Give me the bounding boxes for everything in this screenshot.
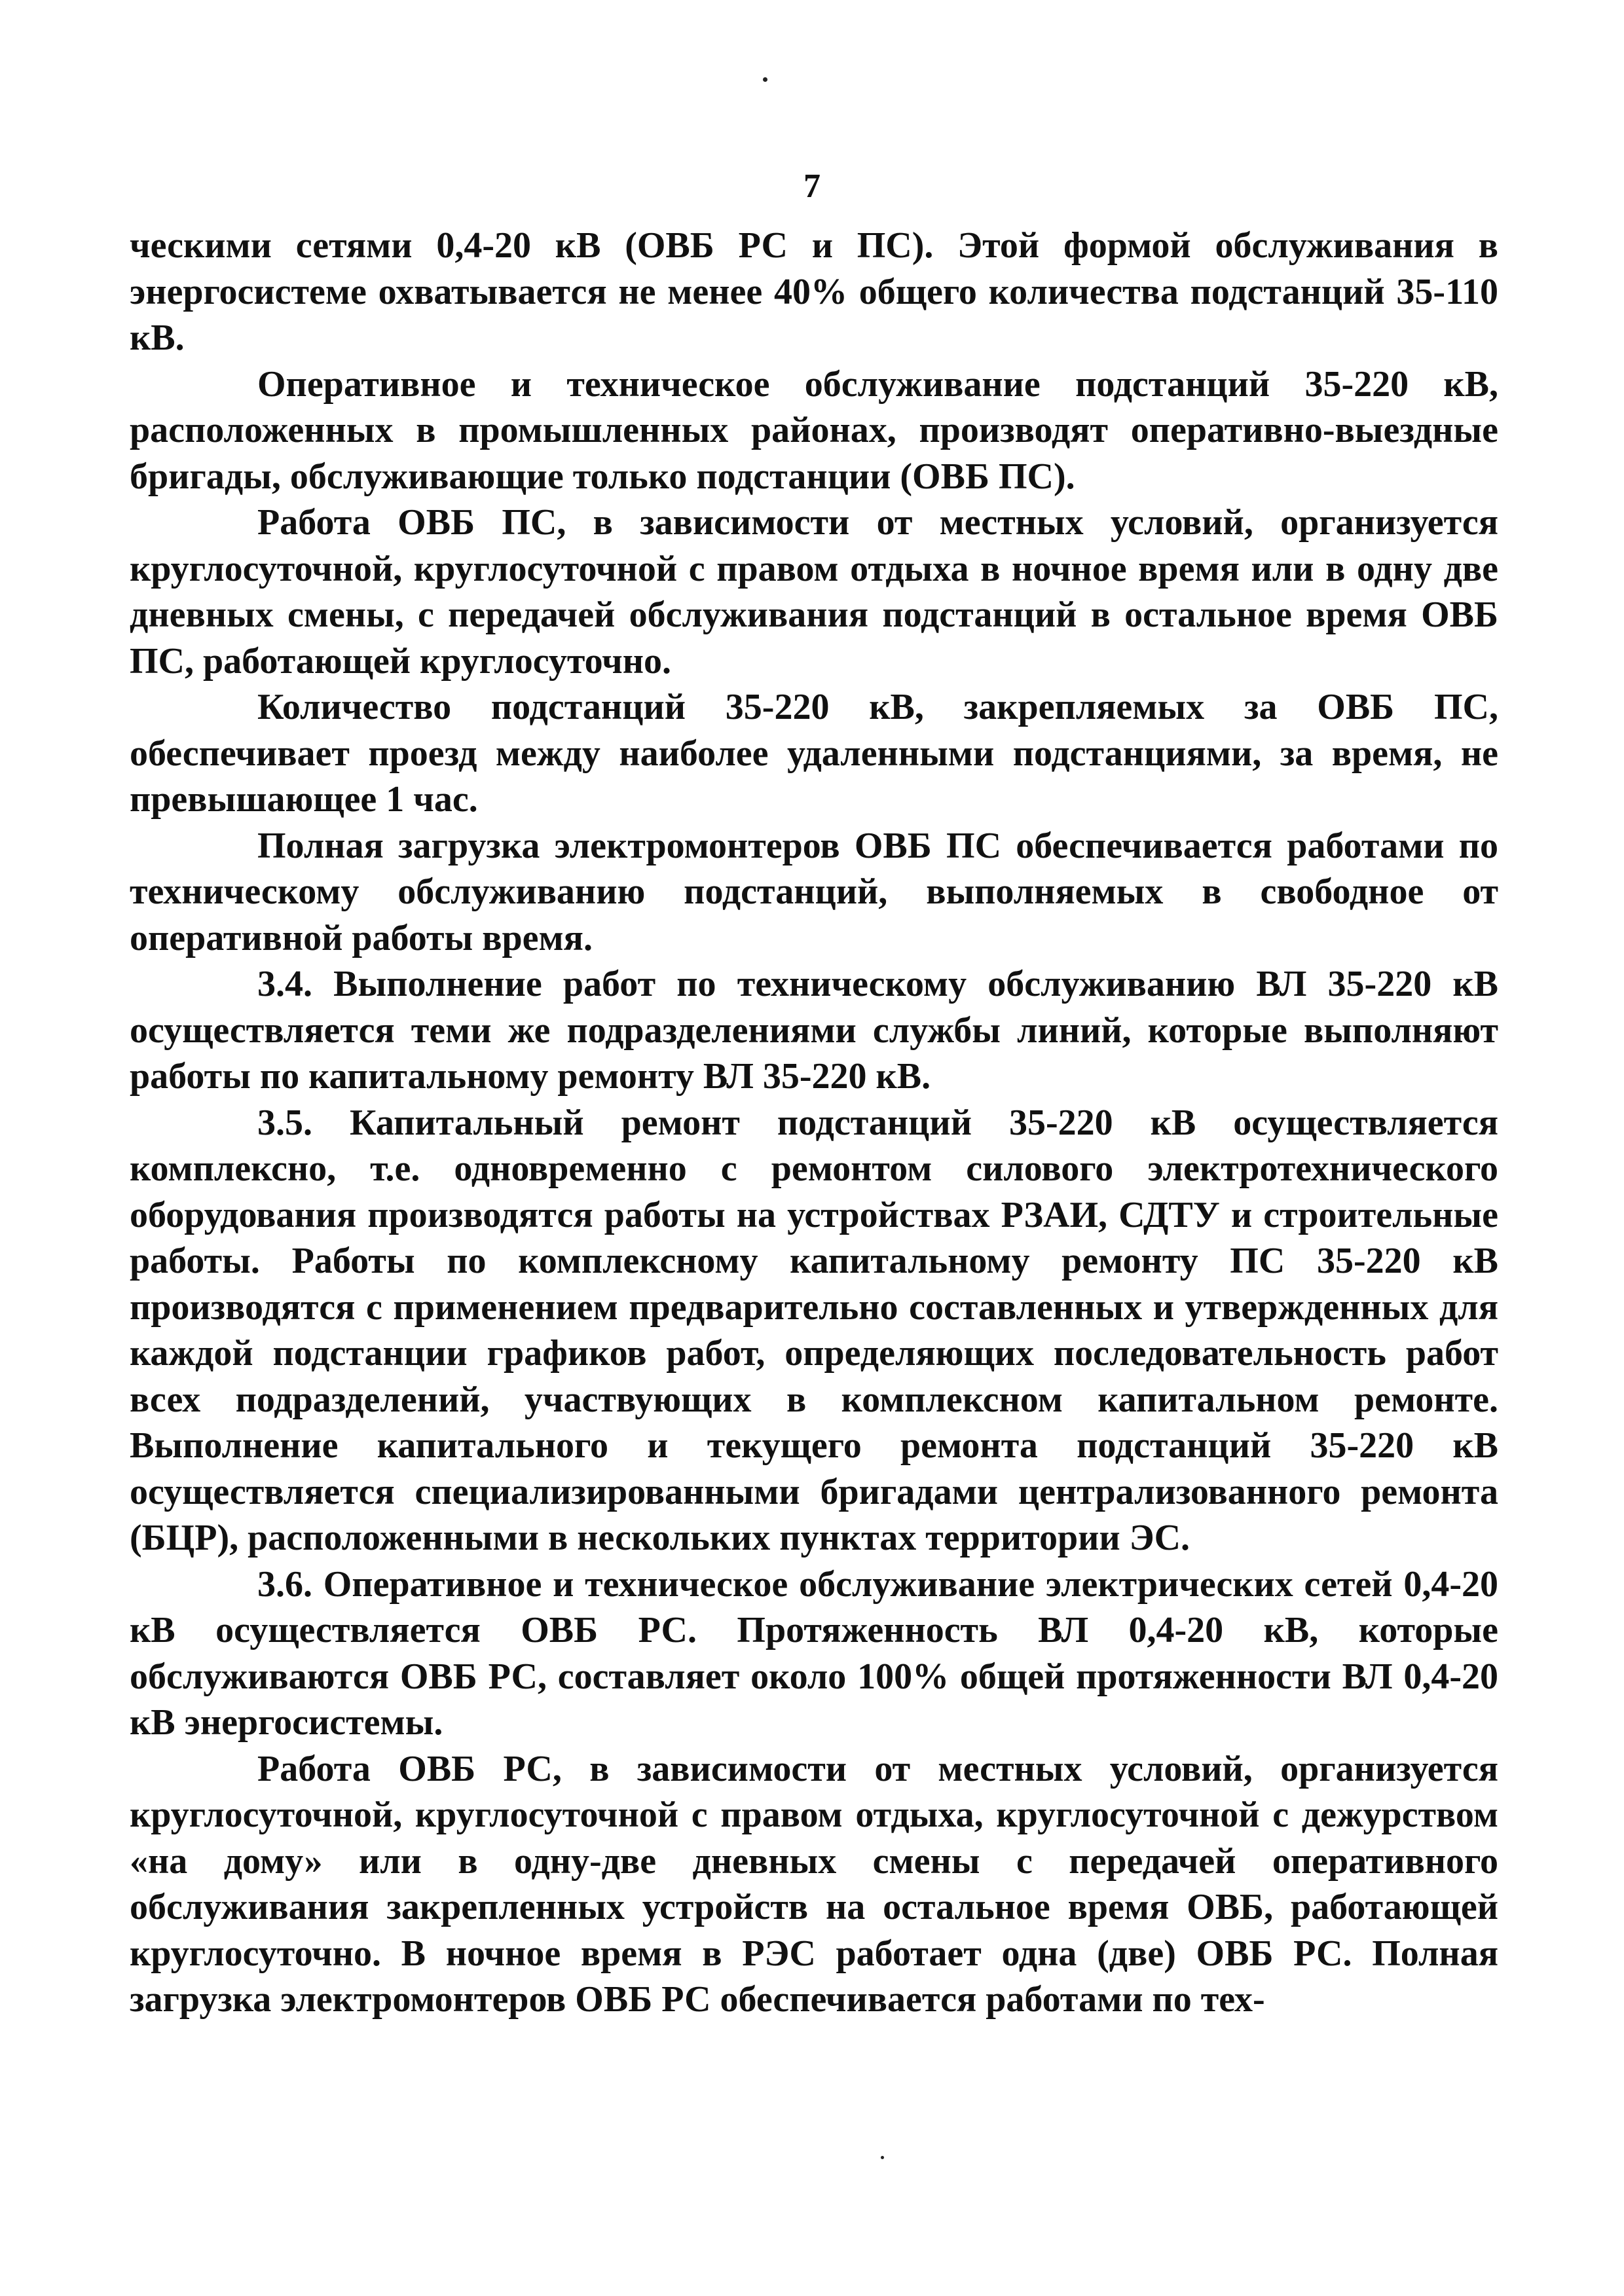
page-number: 7 bbox=[803, 168, 821, 205]
paragraph-6: 3.4. Выполнение работ по техническому обслуживанию ВЛ 35-220 кВ осуществляется теми же подразделениями службы линий, которые выполняют работы по капитальному ремонту ВЛ 35-220 кВ. bbox=[130, 964, 1498, 1097]
paragraph-2: Оперативное и техническое обслуживание подстанций 35-220 кВ, расположенных в промышленных районах, производят оперативно-выездные бригады, обслуживающие только подстанции (ОВБ ПС). bbox=[130, 363, 1498, 497]
paragraph-7: 3.5. Капитальный ремонт подстанций 35-220 кВ осуществляется комплексно, т.е. одновременно с ремонтом силового электротехнического оборудования производятся работы на устройствах РЗАИ, СДТУ и строительные работы. Работы по комплексному капитальному ремонту ПС 35-220 кВ производятся с применением предварительно составленных и утвержденных для каждой подстанции графиков работ, определяющих последовательность работ всех подразделений, участвующих в комплексном капитальном ремонте. Выполнение капитального и текущего ремонта подстанций 35-220 кВ осуществляется специализированными бригадами централизованного ремонта (БЦР), расположенными в нескольких пунктах территории ЭС. bbox=[130, 1102, 1498, 1558]
paragraph-4: Количество подстанций 35-220 кВ, закрепляемых за ОВБ ПС, обеспечивает проезд между наиболее удаленными подстанциями, за время, не превышающее 1 час. bbox=[130, 687, 1498, 820]
body-text bbox=[130, 223, 1498, 2023]
scan-speck bbox=[881, 2156, 884, 2159]
paragraph-8: 3.6. Оперативное и техническое обслуживание электрических сетей 0,4-20 кВ осуществляется ОВБ РС. Протяженность ВЛ 0,4-20 кВ, которые обслуживаются ОВБ РС, составляет около 100% общей протяженности ВЛ 0,4-20 кВ энергосистемы. bbox=[130, 1563, 1498, 1743]
paragraph-9: Работа ОВБ РС, в зависимости от местных условий, организуется круглосуточной, круглосуточной с правом отдыха, круглосуточной с дежурством «на дому» или в одну-две дневных смены с передачей оперативного обслуживания закрепленных устройств на остальное время ОВБ, работающей круглосуточно. В ночное время в РЭС работает одна (две) ОВБ РС. Полная загрузка электромонтеров ОВБ РС обеспечивается работами по тех- bbox=[130, 1748, 1498, 2020]
scan-speck bbox=[763, 77, 767, 82]
paragraph-1: ческими сетями 0,4-20 кВ (ОВБ РС и ПС). Этой формой обслуживания в энергосистеме охватывается не менее 40% общего количества подстанций 35-110 кВ. bbox=[130, 225, 1498, 358]
paragraph-3: Работа ОВБ ПС, в зависимости от местных условий, организуется круглосуточной, круглосуточной с правом отдыха в ночное время или в одну две дневных смены, с передачей обслуживания подстанций в остальное время ОВБ ПС, работающей круглосуточно. bbox=[130, 502, 1498, 682]
paragraph-5: Полная загрузка электромонтеров ОВБ ПС обеспечивается работами по техническому обслуживанию подстанций, выполняемых в свободное от оперативной работы время. bbox=[130, 825, 1498, 958]
